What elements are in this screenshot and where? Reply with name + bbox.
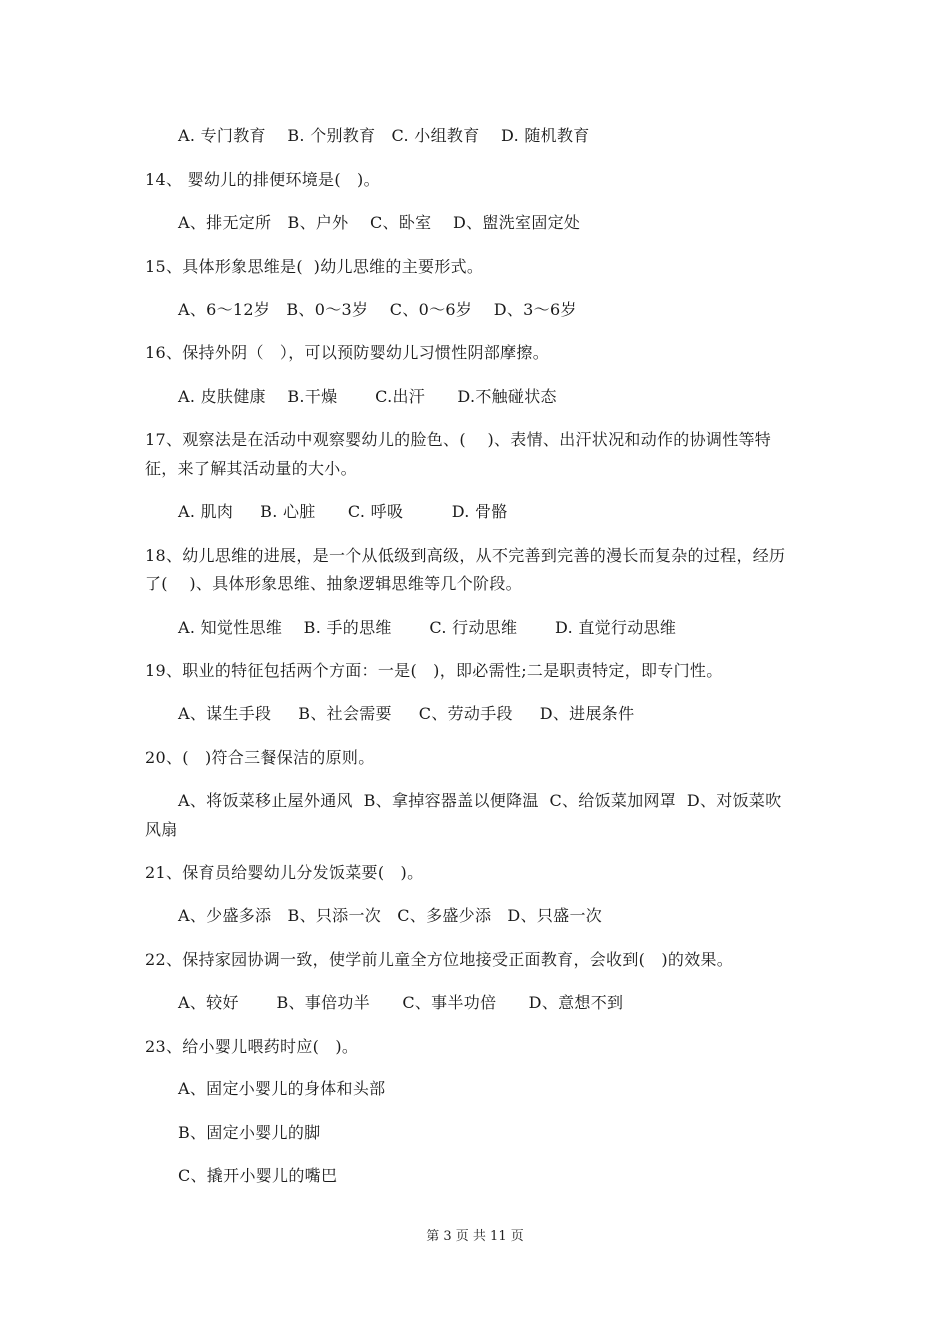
q23-option-c: C、撬开小婴儿的嘴巴 [178, 1166, 338, 1185]
q20-options-line1: A、将饭菜移止屋外通风 B、拿掉容器盖以便降温 C、给饭菜加网罩 D、对饭菜吹 [178, 791, 782, 810]
q16-options: A. 皮肤健康 B.干燥 C.出汗 D.不触碰状态 [178, 387, 557, 406]
q18-options: A. 知觉性思维 B. 手的思维 C. 行动思维 D. 直觉行动思维 [178, 618, 677, 637]
q19-options: A、谋生手段 B、社会需要 C、劳动手段 D、进展条件 [178, 704, 635, 723]
q20-options-line2: 风扇 [145, 820, 178, 839]
q18-stem-line1: 18、幼儿思维的进展，是一个从低级到高级，从不完善到完善的漫长而复杂的过程，经历 [145, 546, 786, 565]
q23-stem: 23、给小婴儿喂药时应( )。 [145, 1037, 359, 1056]
q17-stem-line1: 17、观察法是在活动中观察婴幼儿的脸色、( )、表情、出汗状况和动作的协调性等特 [145, 430, 772, 449]
q17-stem-line2: 征，来了解其活动量的大小。 [145, 459, 357, 478]
q13-options: A. 专门教育 B. 个别教育 C. 小组教育 D. 随机教育 [178, 126, 590, 145]
q18-stem-line2: 了( )、具体形象思维、抽象逻辑思维等几个阶段。 [145, 574, 522, 593]
q21-stem: 21、保育员给婴幼儿分发饭菜要( )。 [145, 863, 424, 882]
q19-stem: 19、职业的特征包括两个方面：一是( )，即必需性;二是职责特定，即专门性。 [145, 661, 723, 680]
q15-options: A、6～12岁 B、0～3岁 C、0～6岁 D、3～6岁 [178, 300, 577, 319]
q23-option-b: B、固定小婴儿的脚 [178, 1123, 321, 1142]
q14-options: A、排无定所 B、户外 C、卧室 D、盥洗室固定处 [178, 213, 581, 232]
page-footer: 第 3 页 共 11 页 [426, 1229, 524, 1244]
q14-stem: 14、 婴幼儿的排便环境是( )。 [145, 170, 380, 189]
q21-options: A、少盛多添 B、只添一次 C、多盛少添 D、只盛一次 [178, 906, 603, 925]
q22-stem: 22、保持家园协调一致，使学前儿童全方位地接受正面教育，会收到( )的效果。 [145, 950, 734, 969]
q22-options: A、较好 B、事倍功半 C、事半功倍 D、意想不到 [178, 993, 624, 1012]
q15-stem: 15、具体形象思维是( )幼儿思维的主要形式。 [145, 257, 484, 276]
q23-option-a: A、固定小婴儿的身体和头部 [178, 1079, 386, 1098]
q16-stem: 16、保持外阴（ ），可以预防婴幼儿习惯性阴部摩擦。 [145, 343, 550, 362]
q20-stem: 20、( )符合三餐保洁的原则。 [145, 748, 375, 767]
q17-options: A. 肌肉 B. 心脏 C. 呼吸 D. 骨骼 [178, 502, 508, 521]
